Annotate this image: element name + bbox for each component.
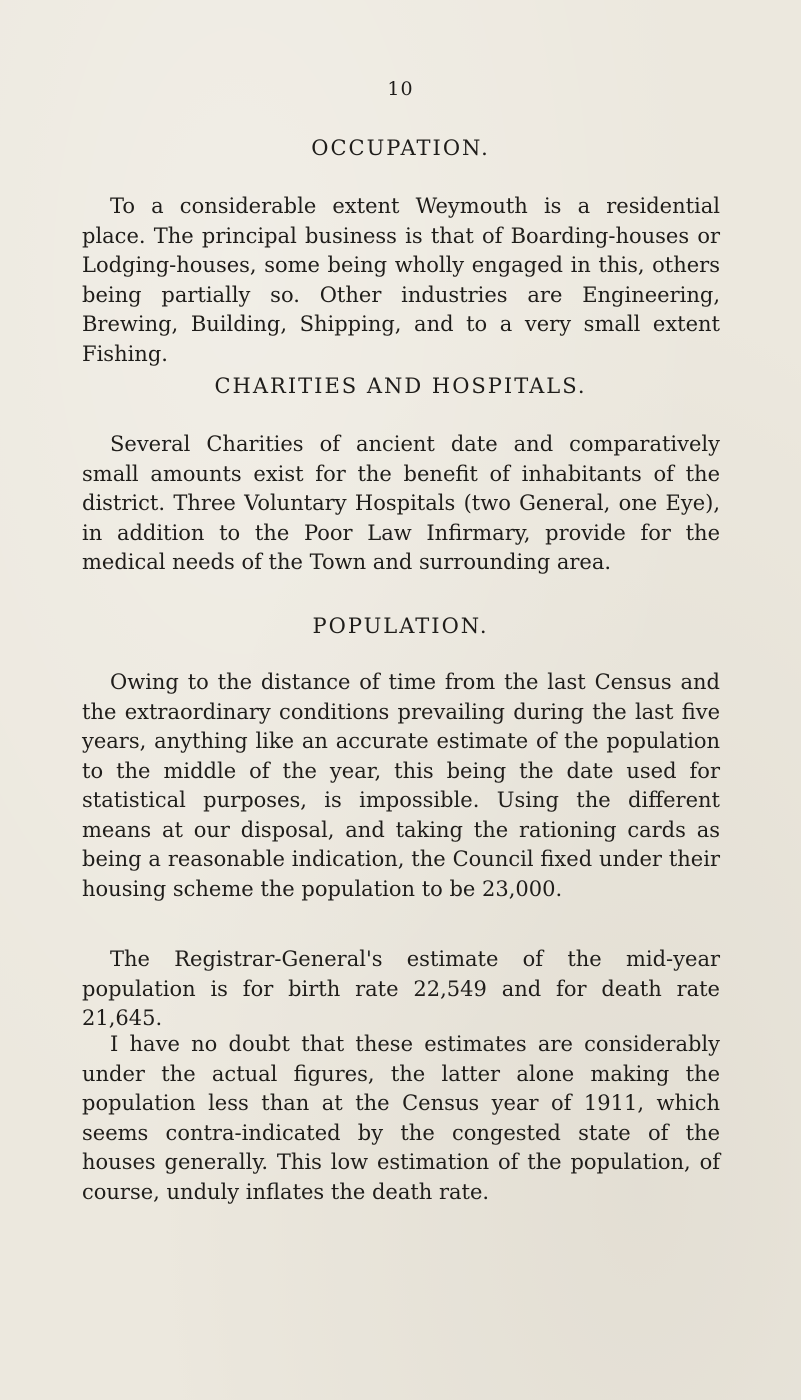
heading-population: POPULATION. <box>312 614 489 638</box>
paragraph-registrar-general: The Registrar-General's estimate of the mid-year population is for birth rate 22,549 and for death rate 21,645. <box>82 947 720 1030</box>
heading-occupation: OCCUPATION. <box>311 136 490 160</box>
paragraph-occupation: To a considerable extent Weymouth is a residential place. The principal business is that of Boarding-houses or Lodging-houses, some being wholly engaged in this, others being partially so. Other industries are Engineering, Brewing, Building, Shipping, and to a very small extent Fishing. <box>82 194 720 366</box>
paragraph-charities: Several Charities of ancient date and comparatively small amounts exist for the benefit of inhabitants of the district. Three Voluntary Hospitals (two General, one Eye), in addition to the Poor Law Infirmary, provide for the medical needs of the Town and surrounding area. <box>82 432 720 574</box>
page-number: 10 <box>387 78 414 100</box>
paragraph-population-opinion: I have no doubt that these estimates are considerably under the actual figures, the latter alone making the population less than at the Census year of 1911, which seems contra-indicated by the congested state of the houses generally. This low estimation of the population, of course, unduly inflates the death rate. <box>82 1032 720 1204</box>
paragraph-population-estimate: Owing to the distance of time from the last Census and the extraordinary conditions prevailing during the last five years, anything like an accurate estimate of the population to the middle of the year, this being the date used for statistical purposes, is impossible. Using the different means at our disposal, and taking the rationing cards as being a reasonable indication, the Council fixed under their housing scheme the population to be 23,000. <box>82 670 720 901</box>
heading-charities-and-hospitals: CHARITIES AND HOSPITALS. <box>214 374 587 398</box>
